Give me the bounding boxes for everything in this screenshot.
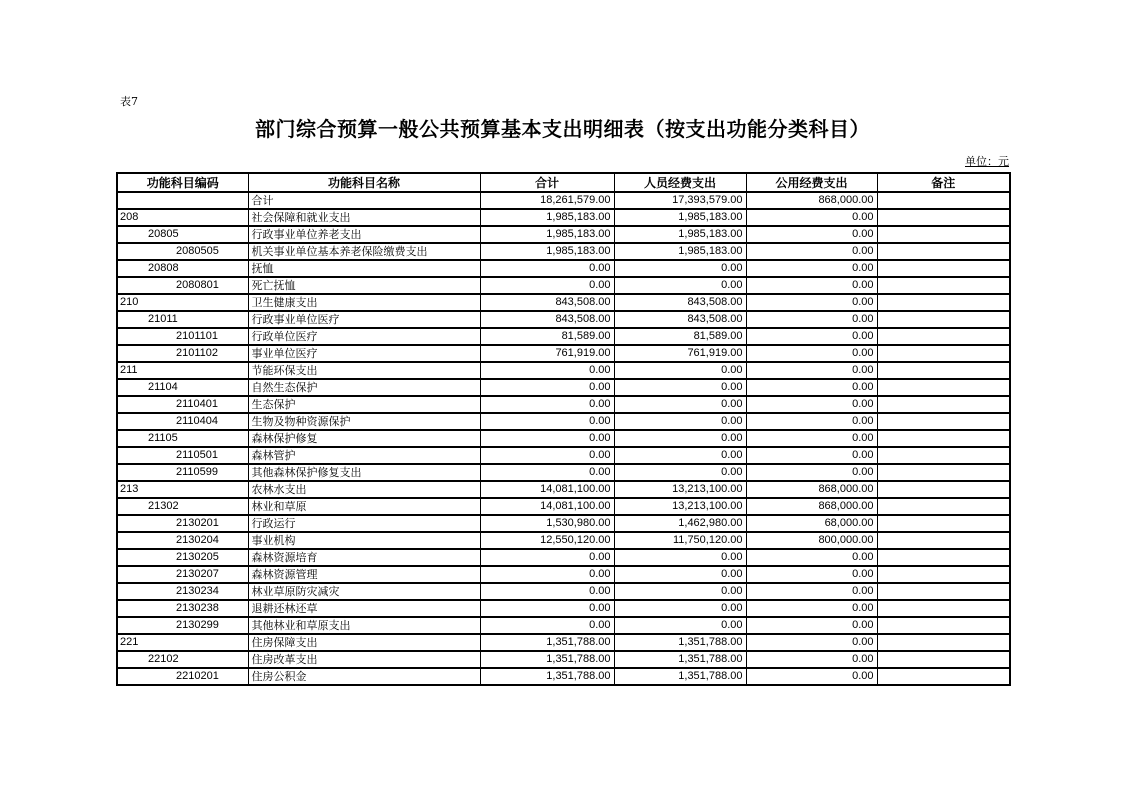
name-cell: 生态保护 xyxy=(248,396,480,413)
name-cell: 退耕还林还草 xyxy=(248,600,480,617)
public-expense-cell: 0.00 xyxy=(746,294,877,311)
public-expense-cell: 0.00 xyxy=(746,243,877,260)
remark-cell xyxy=(877,481,1010,498)
public-expense-cell: 68,000.00 xyxy=(746,515,877,532)
name-cell: 行政运行 xyxy=(248,515,480,532)
code-cell: 2080505 xyxy=(117,243,248,260)
code-cell: 21104 xyxy=(117,379,248,396)
table-row xyxy=(117,447,1010,464)
table-row xyxy=(117,600,1010,617)
total-cell: 0.00 xyxy=(480,413,614,430)
personnel-cell: 0.00 xyxy=(614,566,746,583)
page-title: 部门综合预算一般公共预算基本支出明细表（按支出功能分类科目） xyxy=(255,119,870,141)
code-cell: 2130234 xyxy=(117,583,248,600)
personnel-cell: 0.00 xyxy=(614,600,746,617)
table-row xyxy=(117,515,1010,532)
remark-cell xyxy=(877,651,1010,668)
name-cell: 行政单位医疗 xyxy=(248,328,480,345)
public-expense-cell: 0.00 xyxy=(746,668,877,685)
column-header-remark: 备注 xyxy=(877,173,1010,192)
public-expense-cell: 0.00 xyxy=(746,430,877,447)
public-expense-cell: 0.00 xyxy=(746,464,877,481)
public-expense-cell: 868,000.00 xyxy=(746,192,877,209)
table-row xyxy=(117,430,1010,447)
table-body xyxy=(117,192,1010,685)
remark-cell xyxy=(877,583,1010,600)
public-expense-cell: 0.00 xyxy=(746,379,877,396)
table-row xyxy=(117,192,1010,209)
code-cell: 211 xyxy=(117,362,248,379)
personnel-cell: 11,750,120.00 xyxy=(614,532,746,549)
code-cell: 2110404 xyxy=(117,413,248,430)
code-cell: 20808 xyxy=(117,260,248,277)
code-cell: 2110401 xyxy=(117,396,248,413)
public-expense-cell: 0.00 xyxy=(746,277,877,294)
remark-cell xyxy=(877,549,1010,566)
name-cell: 行政事业单位养老支出 xyxy=(248,226,480,243)
table-row xyxy=(117,311,1010,328)
remark-cell xyxy=(877,668,1010,685)
total-cell: 843,508.00 xyxy=(480,311,614,328)
total-cell: 1,351,788.00 xyxy=(480,634,614,651)
table-row xyxy=(117,464,1010,481)
personnel-cell: 843,508.00 xyxy=(614,311,746,328)
personnel-cell: 13,213,100.00 xyxy=(614,481,746,498)
total-cell: 0.00 xyxy=(480,277,614,294)
name-cell: 自然生态保护 xyxy=(248,379,480,396)
remark-cell xyxy=(877,345,1010,362)
column-header-code: 功能科目编码 xyxy=(117,173,248,192)
total-cell: 0.00 xyxy=(480,617,614,634)
name-cell: 其他森林保护修复支出 xyxy=(248,464,480,481)
code-cell: 2130205 xyxy=(117,549,248,566)
remark-cell xyxy=(877,634,1010,651)
code-cell: 208 xyxy=(117,209,248,226)
remark-cell xyxy=(877,396,1010,413)
table-row xyxy=(117,294,1010,311)
name-cell: 节能环保支出 xyxy=(248,362,480,379)
public-expense-cell: 0.00 xyxy=(746,566,877,583)
remark-cell xyxy=(877,447,1010,464)
budget-table xyxy=(116,172,1011,686)
unit-label: 单位：元 xyxy=(965,155,1009,168)
total-cell: 1,985,183.00 xyxy=(480,243,614,260)
public-expense-cell: 0.00 xyxy=(746,549,877,566)
personnel-cell: 0.00 xyxy=(614,277,746,294)
public-expense-cell: 0.00 xyxy=(746,345,877,362)
name-cell: 合计 xyxy=(248,192,480,209)
code-cell: 2130299 xyxy=(117,617,248,634)
remark-cell xyxy=(877,430,1010,447)
table-row xyxy=(117,481,1010,498)
remark-cell xyxy=(877,515,1010,532)
public-expense-cell: 0.00 xyxy=(746,311,877,328)
name-cell: 机关事业单位基本养老保险缴费支出 xyxy=(248,243,480,260)
name-cell: 农林水支出 xyxy=(248,481,480,498)
table-header-row xyxy=(117,173,1010,192)
table-row xyxy=(117,634,1010,651)
public-expense-cell: 0.00 xyxy=(746,600,877,617)
column-header-name: 功能科目名称 xyxy=(248,173,480,192)
table-row xyxy=(117,566,1010,583)
total-cell: 761,919.00 xyxy=(480,345,614,362)
total-cell: 14,081,100.00 xyxy=(480,481,614,498)
name-cell: 事业单位医疗 xyxy=(248,345,480,362)
table-row xyxy=(117,226,1010,243)
public-expense-cell: 800,000.00 xyxy=(746,532,877,549)
name-cell: 死亡抚恤 xyxy=(248,277,480,294)
personnel-cell: 0.00 xyxy=(614,413,746,430)
table-row xyxy=(117,362,1010,379)
code-cell: 2110501 xyxy=(117,447,248,464)
column-header-total: 合计 xyxy=(480,173,614,192)
remark-cell xyxy=(877,464,1010,481)
name-cell: 社会保障和就业支出 xyxy=(248,209,480,226)
total-cell: 14,081,100.00 xyxy=(480,498,614,515)
total-cell: 1,530,980.00 xyxy=(480,515,614,532)
personnel-cell: 0.00 xyxy=(614,447,746,464)
total-cell: 1,985,183.00 xyxy=(480,209,614,226)
table-row xyxy=(117,243,1010,260)
remark-cell xyxy=(877,277,1010,294)
name-cell: 其他林业和草原支出 xyxy=(248,617,480,634)
remark-cell xyxy=(877,328,1010,345)
name-cell: 森林资源培育 xyxy=(248,549,480,566)
public-expense-cell: 868,000.00 xyxy=(746,498,877,515)
public-expense-cell: 0.00 xyxy=(746,634,877,651)
personnel-cell: 1,985,183.00 xyxy=(614,243,746,260)
code-cell: 21011 xyxy=(117,311,248,328)
table-row xyxy=(117,379,1010,396)
total-cell: 1,351,788.00 xyxy=(480,668,614,685)
total-cell: 0.00 xyxy=(480,549,614,566)
name-cell: 森林资源管理 xyxy=(248,566,480,583)
personnel-cell: 81,589.00 xyxy=(614,328,746,345)
personnel-cell: 0.00 xyxy=(614,464,746,481)
public-expense-cell: 0.00 xyxy=(746,413,877,430)
code-cell: 210 xyxy=(117,294,248,311)
column-header-personnel: 人员经费支出 xyxy=(614,173,746,192)
name-cell: 事业机构 xyxy=(248,532,480,549)
code-cell: 2130238 xyxy=(117,600,248,617)
personnel-cell: 1,351,788.00 xyxy=(614,634,746,651)
personnel-cell: 0.00 xyxy=(614,549,746,566)
name-cell: 卫生健康支出 xyxy=(248,294,480,311)
total-cell: 0.00 xyxy=(480,396,614,413)
remark-cell xyxy=(877,600,1010,617)
personnel-cell: 17,393,579.00 xyxy=(614,192,746,209)
personnel-cell: 1,462,980.00 xyxy=(614,515,746,532)
total-cell: 0.00 xyxy=(480,260,614,277)
table-row xyxy=(117,328,1010,345)
name-cell: 林业和草原 xyxy=(248,498,480,515)
total-cell: 0.00 xyxy=(480,362,614,379)
code-cell: 21105 xyxy=(117,430,248,447)
personnel-cell: 0.00 xyxy=(614,396,746,413)
remark-cell xyxy=(877,566,1010,583)
remark-cell xyxy=(877,532,1010,549)
personnel-cell: 0.00 xyxy=(614,430,746,447)
personnel-cell: 13,213,100.00 xyxy=(614,498,746,515)
remark-cell xyxy=(877,498,1010,515)
table-row xyxy=(117,532,1010,549)
personnel-cell: 0.00 xyxy=(614,583,746,600)
personnel-cell: 761,919.00 xyxy=(614,345,746,362)
remark-cell xyxy=(877,192,1010,209)
personnel-cell: 0.00 xyxy=(614,260,746,277)
table-row xyxy=(117,583,1010,600)
total-cell: 0.00 xyxy=(480,379,614,396)
total-cell: 81,589.00 xyxy=(480,328,614,345)
total-cell: 0.00 xyxy=(480,583,614,600)
personnel-cell: 0.00 xyxy=(614,379,746,396)
remark-cell xyxy=(877,226,1010,243)
name-cell: 住房保障支出 xyxy=(248,634,480,651)
table-row xyxy=(117,396,1010,413)
name-cell: 住房公积金 xyxy=(248,668,480,685)
public-expense-cell: 0.00 xyxy=(746,260,877,277)
public-expense-cell: 0.00 xyxy=(746,362,877,379)
public-expense-cell: 0.00 xyxy=(746,396,877,413)
remark-cell xyxy=(877,413,1010,430)
code-cell: 2101102 xyxy=(117,345,248,362)
remark-cell xyxy=(877,243,1010,260)
table-row xyxy=(117,413,1010,430)
column-header-public: 公用经费支出 xyxy=(746,173,877,192)
code-cell: 213 xyxy=(117,481,248,498)
code-cell: 2110599 xyxy=(117,464,248,481)
code-cell: 21302 xyxy=(117,498,248,515)
public-expense-cell: 0.00 xyxy=(746,226,877,243)
personnel-cell: 0.00 xyxy=(614,617,746,634)
code-cell: 2130204 xyxy=(117,532,248,549)
personnel-cell: 1,351,788.00 xyxy=(614,668,746,685)
public-expense-cell: 0.00 xyxy=(746,617,877,634)
name-cell: 生物及物种资源保护 xyxy=(248,413,480,430)
total-cell: 0.00 xyxy=(480,600,614,617)
code-cell: 22102 xyxy=(117,651,248,668)
personnel-cell: 0.00 xyxy=(614,362,746,379)
total-cell: 1,985,183.00 xyxy=(480,226,614,243)
name-cell: 森林保护修复 xyxy=(248,430,480,447)
remark-cell xyxy=(877,260,1010,277)
public-expense-cell: 0.00 xyxy=(746,583,877,600)
code-cell: 221 xyxy=(117,634,248,651)
public-expense-cell: 868,000.00 xyxy=(746,481,877,498)
total-cell: 12,550,120.00 xyxy=(480,532,614,549)
code-cell: 2101101 xyxy=(117,328,248,345)
public-expense-cell: 0.00 xyxy=(746,328,877,345)
table-row xyxy=(117,668,1010,685)
code-cell: 2130201 xyxy=(117,515,248,532)
personnel-cell: 843,508.00 xyxy=(614,294,746,311)
table-row xyxy=(117,260,1010,277)
name-cell: 住房改革支出 xyxy=(248,651,480,668)
code-cell: 2130207 xyxy=(117,566,248,583)
total-cell: 0.00 xyxy=(480,447,614,464)
personnel-cell: 1,985,183.00 xyxy=(614,209,746,226)
personnel-cell: 1,351,788.00 xyxy=(614,651,746,668)
table-row xyxy=(117,549,1010,566)
remark-cell xyxy=(877,362,1010,379)
total-cell: 18,261,579.00 xyxy=(480,192,614,209)
total-cell: 0.00 xyxy=(480,430,614,447)
table-row xyxy=(117,277,1010,294)
name-cell: 森林管护 xyxy=(248,447,480,464)
public-expense-cell: 0.00 xyxy=(746,209,877,226)
code-cell: 20805 xyxy=(117,226,248,243)
table-row xyxy=(117,498,1010,515)
name-cell: 抚恤 xyxy=(248,260,480,277)
code-cell: 2080801 xyxy=(117,277,248,294)
table-number-label: 表7 xyxy=(120,95,138,108)
total-cell: 1,351,788.00 xyxy=(480,651,614,668)
code-cell: 2210201 xyxy=(117,668,248,685)
remark-cell xyxy=(877,617,1010,634)
personnel-cell: 1,985,183.00 xyxy=(614,226,746,243)
table-row xyxy=(117,209,1010,226)
remark-cell xyxy=(877,294,1010,311)
name-cell: 林业草原防灾减灾 xyxy=(248,583,480,600)
code-cell xyxy=(117,192,248,209)
total-cell: 0.00 xyxy=(480,566,614,583)
public-expense-cell: 0.00 xyxy=(746,651,877,668)
table-row xyxy=(117,617,1010,634)
remark-cell xyxy=(877,209,1010,226)
table-row xyxy=(117,345,1010,362)
public-expense-cell: 0.00 xyxy=(746,447,877,464)
total-cell: 0.00 xyxy=(480,464,614,481)
name-cell: 行政事业单位医疗 xyxy=(248,311,480,328)
remark-cell xyxy=(877,311,1010,328)
table-row xyxy=(117,651,1010,668)
remark-cell xyxy=(877,379,1010,396)
total-cell: 843,508.00 xyxy=(480,294,614,311)
